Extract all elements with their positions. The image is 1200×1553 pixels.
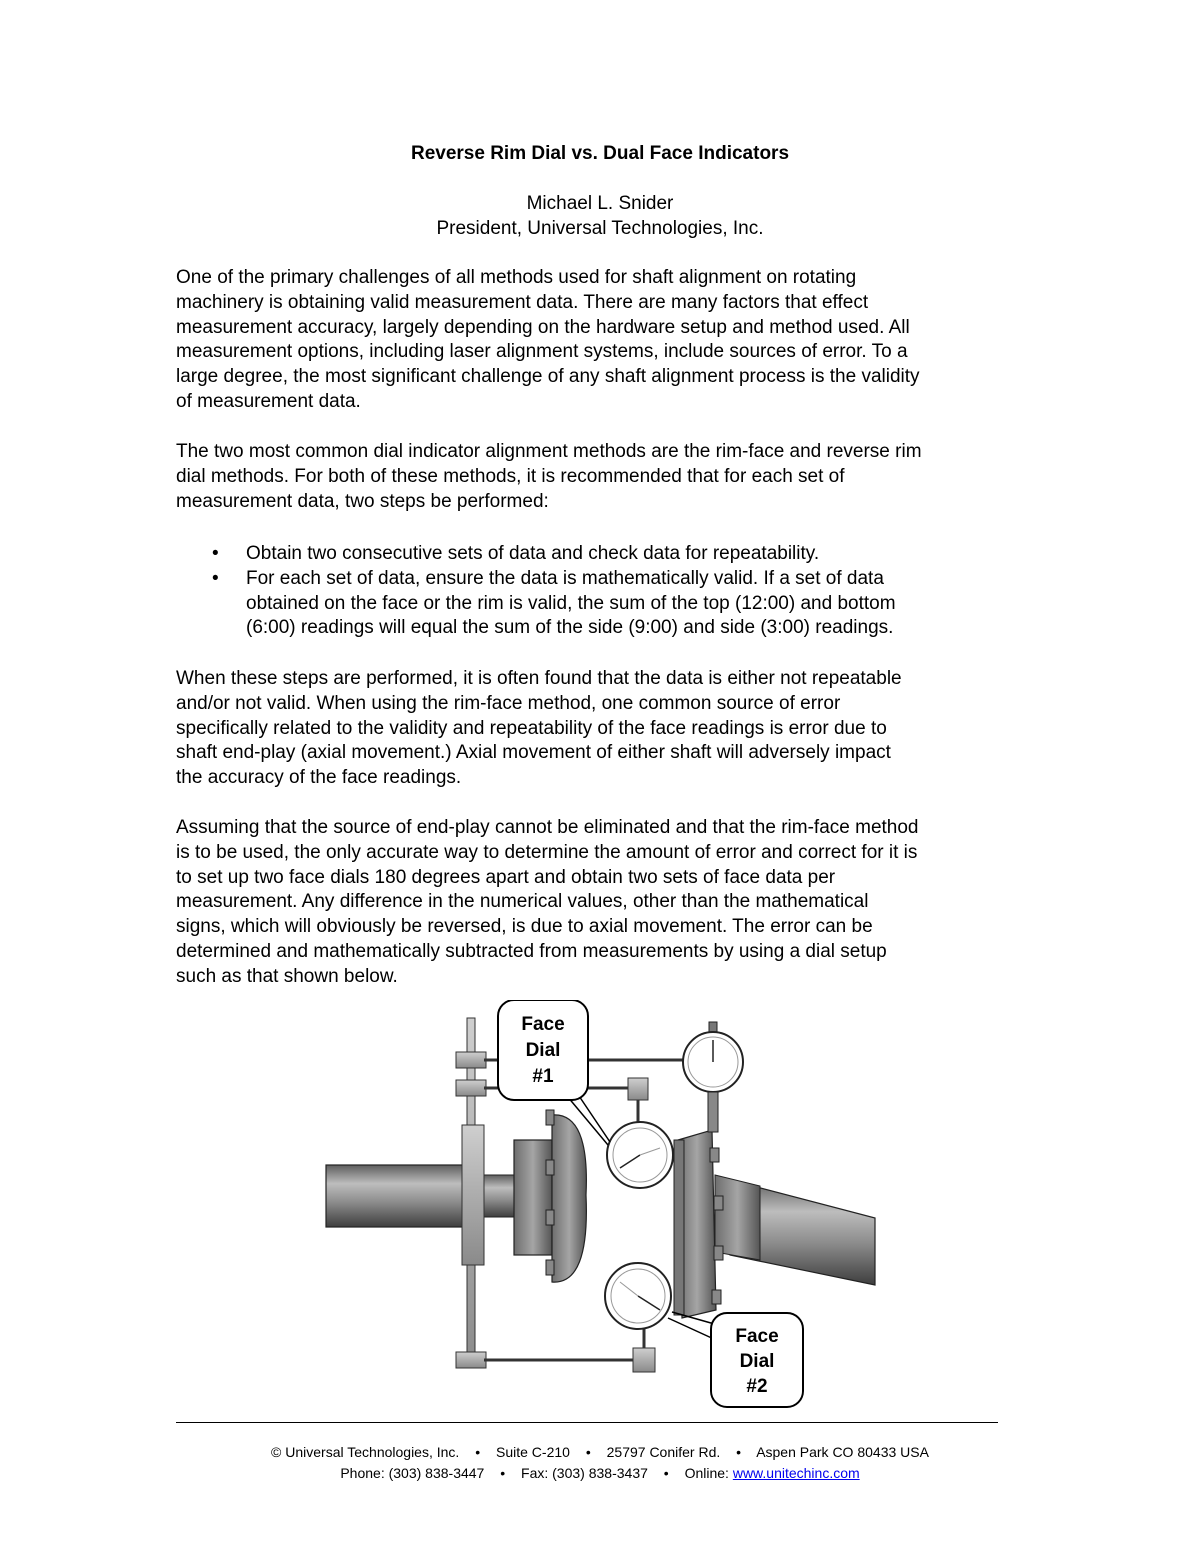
text-line: Obtain two consecutive sets of data and check data for repeatability. [246,543,820,564]
text-line: determined and mathematically subtracted from measurements by using a dial setup [176,940,887,962]
footer-separator: • [585,1444,591,1460]
text-line: of measurement data. [176,390,361,412]
footer-company: © Universal Technologies, Inc. [271,1444,460,1460]
text-line: The two most common dial indicator alignment methods are the rim-face and reverse rim [176,441,922,462]
website-link[interactable]: www.unitechinc.com [732,1465,860,1481]
text-line: and/or not valid. When using the rim-face method, one common source of error [176,692,841,714]
bullet-symbol: • [212,543,219,564]
text-line: large degree, the most significant challenge of any shaft alignment process is the validity [176,366,920,388]
callout-1-line-3: #1 [532,1066,554,1087]
text-line: measurement data, two steps be performed: [176,490,549,512]
dual-face-dial-illustration [320,1000,890,1410]
paragraph-2 [176,440,1036,514]
paragraph-3 [176,667,1036,791]
text-line: measurement options, including laser alignment systems, include sources of error. To a [176,341,908,363]
author-affiliation: President, Universal Technologies, Inc. [436,218,764,239]
text-line: One of the primary challenges of all methods used for shaft alignment on rotating [176,267,857,288]
footer-separator: • [475,1444,481,1460]
footer-suite: Suite C-210 [496,1444,570,1460]
text-line: such as that shown below. [176,965,398,987]
text-line: the accuracy of the face readings. [176,767,462,789]
callout-face-dial-2 [668,1312,803,1407]
footer-online-label: Online: [684,1465,729,1481]
text-line: machinery is obtaining valid measurement data. There are many factors that effect [176,291,869,313]
document-title: Reverse Rim Dial vs. Dual Face Indicators [410,143,790,164]
bullet-item-1 [212,542,1032,567]
bullet-list [212,542,1032,641]
callout-2-line-1: Face [735,1326,779,1347]
text-line: For each set of data, ensure the data is mathematically valid. If a set of data [246,567,884,589]
text-line: measurement. Any difference in the numerical values, other than the mathematical [176,891,869,913]
footer-contact-line [0,1465,1200,1481]
text-line: (6:00) readings will equal the sum of the side (9:00) and side (3:00) readings. [246,617,894,639]
callout-1-line-2: Dial [525,1040,561,1061]
text-line: to set up two face dials 180 degrees apart and obtain two sets of face data per [176,866,836,888]
rim-dial-indicator [683,1022,743,1132]
paragraph-4 [176,816,1036,990]
text-line: specifically related to the validity and repeatability of the face readings is error due to [176,717,887,739]
text-line: Assuming that the source of end-play cannot be eliminated and that the rim-face method [176,817,919,838]
bullet-item-2 [212,567,1032,641]
author-name: Michael L. Snider [526,193,674,214]
text-line: dial methods. For both of these methods, it is recommended that for each set of [176,465,845,487]
left-coupling-hub [514,1110,586,1282]
text-line: signs, which will obviously be reversed, is due to axial movement. The error can be [176,916,873,938]
text-line: is to be used, the only accurate way to determine the amount of error and correct for it is [176,841,918,863]
callout-2-line-3: #2 [746,1376,768,1397]
text-line: measurement accuracy, largely depending on the hardware setup and method used. All [176,316,910,338]
footer-city: Aspen Park CO 80433 USA [756,1444,929,1460]
callout-2-line-2: Dial [739,1351,775,1372]
footer-separator: • [500,1465,506,1481]
face-dial-1-indicator [607,1122,673,1188]
text-line: shaft end-play (axial movement.) Axial movement of either shaft will adversely impact [176,742,891,764]
text-line: obtained on the face or the rim is valid, the sum of the top (12:00) and bottom [246,592,896,614]
left-shaft [326,1165,516,1227]
footer-address-line [0,1444,1200,1460]
face-dial-2-indicator [605,1263,671,1329]
footer-street: 25797 Conifer Rd. [606,1444,721,1460]
footer-fax: Fax: (303) 838-3437 [521,1465,648,1481]
callout-1-line-1: Face [521,1014,565,1035]
paragraph-1 [176,266,1036,415]
text-line: When these steps are performed, it is often found that the data is either not repeatable [176,668,902,689]
footer-separator: • [663,1465,669,1481]
footer-divider [176,1422,998,1423]
bullet-symbol: • [212,567,219,589]
right-shaft [715,1175,875,1285]
footer-separator: • [736,1444,742,1460]
footer-phone: Phone: (303) 838-3447 [340,1465,485,1481]
